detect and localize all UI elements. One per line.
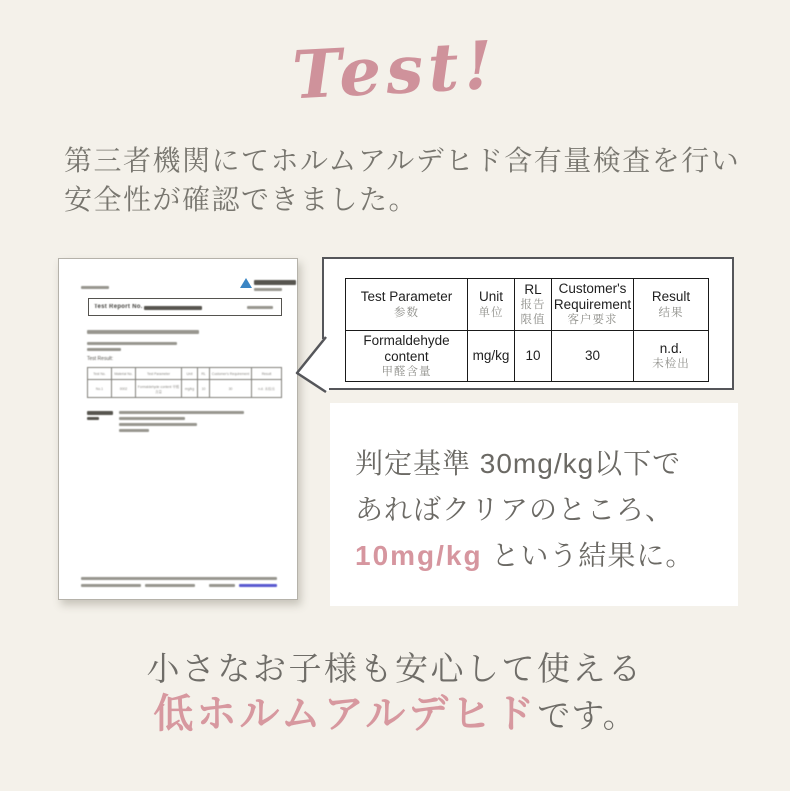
- cell-en: 30: [584, 348, 601, 364]
- callout-pointer: [295, 335, 329, 395]
- callout-header-rl: [515, 279, 552, 331]
- cell-parameter: [346, 331, 468, 382]
- cell-en: mg/kg: [472, 348, 510, 364]
- test-result-label: Test Result:: [87, 356, 114, 362]
- report-table-header: Unit: [182, 368, 198, 380]
- header-cn: 结果: [658, 306, 684, 319]
- callout-header-requirement: [552, 279, 634, 331]
- report-title: Test Report No.: [94, 304, 143, 310]
- doc-text-line: [119, 417, 185, 420]
- doc-text-line: [87, 348, 121, 351]
- report-table-cell: 0002: [112, 380, 136, 398]
- cell-unit: [468, 331, 515, 382]
- report-table-cell: n.d. 未检出: [252, 380, 282, 398]
- cell-en: 10: [525, 348, 541, 364]
- callout-header-parameter: [346, 279, 468, 331]
- header-en: Result: [651, 289, 691, 305]
- intro-line-2: 安全性が確認できました。: [64, 184, 419, 215]
- report-table-header: Result: [252, 368, 282, 380]
- report-table-cell: Formaldehyde content 甲醛含量: [136, 380, 182, 398]
- result-value-highlight: 10mg/kg: [355, 540, 483, 571]
- doc-footer-line: [209, 584, 235, 587]
- certificate-document: [58, 258, 298, 600]
- report-table-header: Material No.: [112, 368, 136, 380]
- callout-table-data-row: [346, 331, 709, 382]
- report-table-cell: No.1: [88, 380, 112, 398]
- abbreviation-label-line: [87, 411, 113, 415]
- info-line-3-rest: という結果に。: [482, 540, 695, 571]
- info-line-1: 判定基準 30mg/kg以下で: [355, 448, 682, 479]
- callout-table-header-row: [346, 279, 709, 331]
- doc-text-line: [87, 330, 199, 334]
- report-table-cell: 30: [210, 380, 252, 398]
- info-line-2: あればクリアのところ、: [355, 494, 675, 525]
- report-table-header: RL: [198, 368, 210, 380]
- cell-rl: [515, 331, 552, 382]
- certifier-name-line: [254, 280, 296, 285]
- report-table: [87, 367, 282, 398]
- header-cn: 单位: [478, 306, 504, 319]
- test-heading: Test!: [290, 25, 500, 115]
- cell-result: [634, 331, 709, 382]
- certifier-sub-line: [254, 288, 282, 291]
- callout-bubble: [322, 257, 734, 390]
- callout-table: [345, 278, 709, 382]
- footer-claim-line-1: 小さなお子様も安心して使える: [146, 650, 644, 687]
- footer-claim-line-2: [0, 682, 790, 739]
- report-table-row: [88, 380, 282, 398]
- report-table-header: Customer's Requirement: [210, 368, 252, 380]
- page-number-line: [247, 306, 273, 309]
- header-en: Customer's Requirement: [553, 281, 632, 312]
- report-number-line: [144, 306, 202, 310]
- cell-cn: 未检出: [652, 358, 690, 371]
- intro-line-1: 第三者機関にてホルムアルデヒド含有量検査を行い: [64, 145, 741, 176]
- doc-text-line: [119, 429, 149, 432]
- doc-footer-line: [81, 577, 277, 580]
- doc-text-line: [119, 411, 244, 414]
- cell-requirement: [552, 331, 634, 382]
- low-formaldehyde-highlight: 低ホルムアルデヒド: [153, 692, 538, 736]
- cell-cn: 甲醛含量: [381, 366, 432, 379]
- report-table-header-row: [88, 368, 282, 380]
- callout-header-result: [634, 279, 709, 331]
- report-table-header: Test Parameter: [136, 368, 182, 380]
- cell-en: Formaldehyde content: [363, 333, 450, 364]
- report-table-cell: 10: [198, 380, 210, 398]
- info-text: [355, 441, 694, 579]
- abbreviation-label-line: [87, 417, 99, 420]
- header-en: Unit: [478, 289, 503, 305]
- footer-claim-rest: です。: [537, 697, 637, 734]
- callout-header-unit: [468, 279, 515, 331]
- intro-text: [64, 141, 764, 219]
- report-table-cell: mg/kg: [182, 380, 198, 398]
- doc-footer-line: [145, 584, 195, 587]
- report-table-header: Test No.: [88, 368, 112, 380]
- certifier-logo-icon: [240, 278, 252, 288]
- doc-footer-link-line: [239, 584, 277, 587]
- doc-text-line: [87, 342, 177, 345]
- doc-text-line: [81, 286, 109, 289]
- header-cn: 报告限值: [520, 299, 546, 326]
- header-cn: 客户要求: [567, 314, 618, 327]
- header-en: RL: [524, 281, 542, 297]
- header-en: Test Parameter: [360, 289, 453, 305]
- doc-text-line: [119, 423, 197, 426]
- cell-en: n.d.: [659, 340, 683, 356]
- info-box: [330, 403, 738, 606]
- header-cn: 参数: [394, 306, 419, 319]
- doc-footer-line: [81, 584, 141, 587]
- report-title-box: [88, 298, 282, 316]
